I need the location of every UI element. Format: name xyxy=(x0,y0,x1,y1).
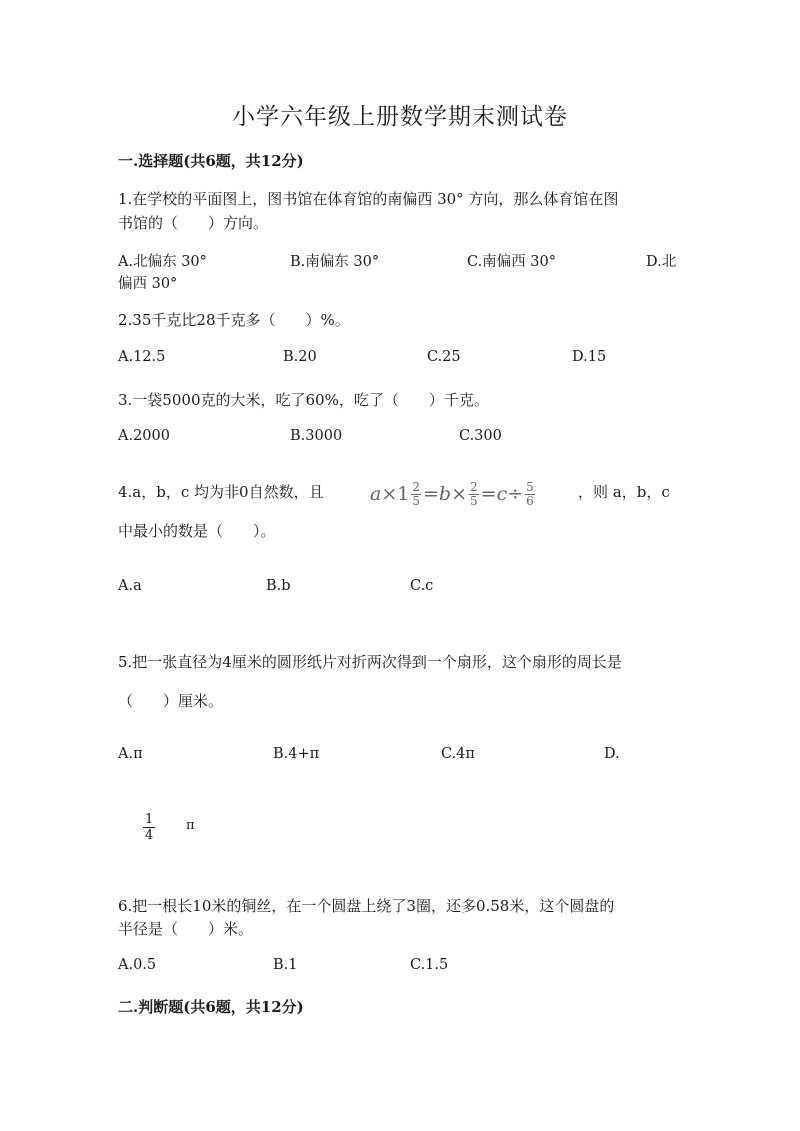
section-heading-judgement: 二.判断题(共6题，共12分) xyxy=(118,998,304,1016)
question-4-prefix: 4.a，b，c 均为非0自然数，且 xyxy=(118,483,324,501)
formula-times-1: × xyxy=(381,483,398,505)
question-6-line-2: 半径是（ ）米。 xyxy=(118,920,254,938)
formula-var-b: b xyxy=(438,483,452,505)
q1-option-d-continued: 偏西 30° xyxy=(118,276,178,292)
q6-option-c[interactable]: C.1.5 xyxy=(410,957,449,973)
q3-option-b[interactable]: B.3000 xyxy=(290,428,343,444)
question-5-line-1: 5.把一张直径为4厘米的圆形纸片对折两次得到一个扇形，这个扇形的周长是 xyxy=(118,653,622,671)
formula-times-2: × xyxy=(451,483,467,505)
q5-option-d-fraction xyxy=(143,812,155,843)
formula-divide: ÷ xyxy=(507,483,524,505)
question-2: 2.35千克比28千克多（ ）%。 xyxy=(118,311,350,329)
formula-whole-1: 1 xyxy=(397,483,410,505)
formula-equals-1: = xyxy=(422,483,439,505)
q3-option-c[interactable]: C.300 xyxy=(459,428,502,444)
page-title: 小学六年级上册数学期末测试卷 xyxy=(232,104,568,130)
q5-option-b[interactable]: B.4+π xyxy=(273,746,320,762)
question-1-line-2: 书馆的（ ）方向。 xyxy=(118,214,269,232)
q5-option-c[interactable]: C.4π xyxy=(441,746,475,762)
q1-option-d[interactable]: D.北 xyxy=(646,254,677,270)
formula-fraction-1-denominator: 5 xyxy=(412,493,420,508)
formula-fraction-2-numerator: 2 xyxy=(470,479,478,494)
formula-fraction-3-numerator: 5 xyxy=(526,479,534,494)
q2-option-b[interactable]: B.20 xyxy=(283,349,317,365)
q3-option-a[interactable]: A.2000 xyxy=(118,428,170,444)
formula-fraction-2 xyxy=(469,481,479,508)
question-4-formula xyxy=(370,476,537,512)
question-3: 3.一袋5000克的大米，吃了60%，吃了（ ）千克。 xyxy=(118,391,489,409)
q2-option-d[interactable]: D.15 xyxy=(572,349,607,365)
question-4-line-2: 中最小的数是（ ）。 xyxy=(118,522,276,540)
q2-option-a[interactable]: A.12.5 xyxy=(118,349,166,365)
formula-equals-2: = xyxy=(480,483,497,505)
q1-option-a[interactable]: A.北偏东 30° xyxy=(118,254,207,270)
q4-option-a[interactable]: A.a xyxy=(118,578,142,594)
formula-fraction-1 xyxy=(411,481,421,508)
q6-option-a[interactable]: A.0.5 xyxy=(118,957,157,973)
q2-option-c[interactable]: C.25 xyxy=(427,349,461,365)
formula-var-a: a xyxy=(370,483,382,505)
formula-var-c: c xyxy=(496,483,508,505)
q4-option-b[interactable]: B.b xyxy=(266,578,291,594)
question-6-line-1: 6.把一根长10米的铜丝，在一个圆盘上绕了3圈，还多0.58米，这个圆盘的 xyxy=(118,897,615,915)
question-1-line-1: 1.在学校的平面图上，图书馆在体育馆的南偏西 30° 方向，那么体育馆在图 xyxy=(118,190,619,208)
question-4-suffix: ，则 a，b，c xyxy=(578,483,670,501)
q1-option-b[interactable]: B.南偏东 30° xyxy=(290,254,380,270)
formula-fraction-3-denominator: 6 xyxy=(526,493,534,508)
q5-option-a[interactable]: A.π xyxy=(118,746,143,762)
q5-d-fraction-denominator: 4 xyxy=(145,828,154,843)
q1-option-c[interactable]: C.南偏西 30° xyxy=(467,254,556,270)
q4-option-c[interactable]: C.c xyxy=(410,578,434,594)
formula-fraction-2-denominator: 5 xyxy=(470,493,478,508)
q5-option-d[interactable]: D. xyxy=(604,746,620,762)
question-5-line-2: （ ）厘米。 xyxy=(118,692,224,710)
formula-fraction-3 xyxy=(525,481,535,508)
q5-d-fraction-numerator: 1 xyxy=(145,812,154,827)
q5-option-d-pi: π xyxy=(186,818,195,833)
formula-fraction-1-numerator: 2 xyxy=(412,479,420,494)
section-heading-choice: 一.选择题(共6题，共12分) xyxy=(118,152,304,170)
q6-option-b[interactable]: B.1 xyxy=(273,957,298,973)
